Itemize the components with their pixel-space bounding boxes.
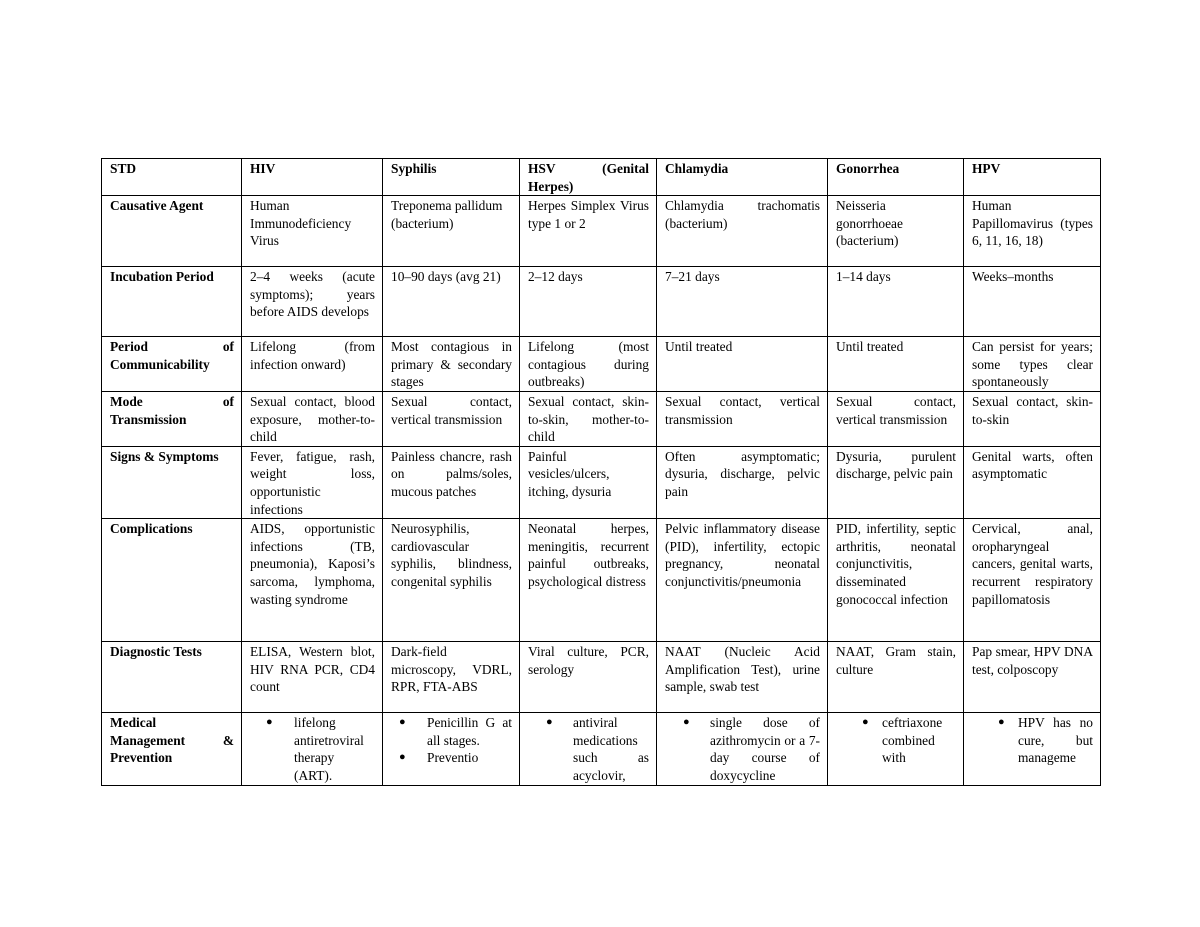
table-row [102, 337, 1101, 392]
table-row [102, 519, 1101, 642]
row-label-diagnostic-tests: Diagnostic Tests [102, 642, 242, 713]
table-cell: Genital warts, often asymptomatic [964, 446, 1101, 518]
table-cell: Neurosyphilis, cardiovascular syphilis, blindness, congenital syphilis [383, 519, 520, 642]
table-cell: Treponema pallidum (bacterium) [383, 196, 520, 267]
list-item [250, 714, 375, 784]
table-cell: 7–21 days [657, 267, 828, 337]
list-item [391, 714, 512, 749]
bullet-icon: ● [683, 716, 690, 729]
table-cell: Human Immunodeficiency Virus [242, 196, 383, 267]
table-cell: Pelvic inflammatory disease (PID), infertility, ectopic pregnancy, neonatal conjunctivitis/pneumonia [657, 519, 828, 642]
row-label-period-of-communicability: Period of Communicability [102, 337, 242, 392]
table-cell: Often asymptomatic; dysuria, discharge, pelvic pain [657, 446, 828, 518]
row-label-mode-of-transmission: Mode of Transmission [102, 391, 242, 446]
bullet-icon: ● [546, 716, 553, 729]
list-item-text: Preventio [427, 750, 479, 766]
table-cell: Sexual contact, blood exposure, mother-to-child [242, 391, 383, 446]
std-comparison-table [101, 158, 1101, 786]
table-cell: Sexual contact, skin-to-skin [964, 391, 1101, 446]
table-cell: Painful vesicles/ulcers, itching, dysuria [520, 446, 657, 518]
table-row [102, 642, 1101, 713]
table-cell: Can persist for years; some types clear spontaneously [964, 337, 1101, 392]
row-label-incubation-period: Incubation Period [102, 267, 242, 337]
table-cell: Weeks–months [964, 267, 1101, 337]
table-cell [520, 713, 657, 785]
table-cell: Fever, fatigue, rash, weight loss, opportunistic infections [242, 446, 383, 518]
bullet-list [250, 714, 375, 784]
row-label-medical-management: Medical Management & Prevention [102, 713, 242, 785]
table-cell: Until treated [657, 337, 828, 392]
table-row [102, 391, 1101, 446]
bullet-list [972, 714, 1093, 767]
header-std: STD [102, 159, 242, 196]
table-cell: Human Papillomavirus (types 6, 11, 16, 18) [964, 196, 1101, 267]
table-cell: Sexual contact, vertical transmission [828, 391, 964, 446]
table-cell: Viral culture, PCR, serology [520, 642, 657, 713]
bullet-icon: ● [862, 716, 869, 729]
table-cell: PID, infertility, septic arthritis, neonatal conjunctivitis, disseminated gonococcal infection [828, 519, 964, 642]
table-row [102, 267, 1101, 337]
table-cell: Until treated [828, 337, 964, 392]
table-cell: Sexual contact, skin-to-skin, mother-to-child [520, 391, 657, 446]
table-cell: Neonatal herpes, meningitis, recurrent painful outbreaks, psychological distress [520, 519, 657, 642]
table-row-management [102, 713, 1101, 785]
list-item-text: Penicillin G at all stages. [427, 715, 512, 748]
table-cell: NAAT (Nucleic Acid Amplification Test), urine sample, swab test [657, 642, 828, 713]
list-item [836, 714, 956, 767]
table-cell [383, 713, 520, 785]
bullet-icon: ● [266, 716, 273, 729]
list-item-text: ceftriaxone combined with [882, 715, 943, 766]
list-item [972, 714, 1093, 767]
table-cell: Most contagious in primary & secondary stages [383, 337, 520, 392]
list-item-text: single dose of azithromycin or a 7-day course of doxycycline [710, 715, 820, 783]
bullet-list [836, 714, 956, 767]
table-cell: NAAT, Gram stain, culture [828, 642, 964, 713]
table-cell [242, 713, 383, 785]
table-cell: Chlamydia trachomatis (bacterium) [657, 196, 828, 267]
header-hiv: HIV [242, 159, 383, 196]
bullet-icon: ● [998, 716, 1005, 729]
bullet-icon: ● [399, 716, 406, 729]
table-cell: Sexual contact, vertical transmission [383, 391, 520, 446]
header-hsv: HSV (Genital Herpes) [520, 159, 657, 196]
header-hpv: HPV [964, 159, 1101, 196]
list-item-text: lifelong antiretroviral therapy (ART). [294, 715, 364, 783]
list-item [528, 714, 649, 784]
table-cell: Cervical, anal, oropharyngeal cancers, genital warts, recurrent respiratory papillomatosis [964, 519, 1101, 642]
list-item [665, 714, 820, 784]
bullet-list [391, 714, 512, 767]
table-cell: Pap smear, HPV DNA test, colposcopy [964, 642, 1101, 713]
row-label-causative-agent: Causative Agent [102, 196, 242, 267]
header-row [102, 159, 1101, 196]
row-label-complications: Complications [102, 519, 242, 642]
bullet-list [528, 714, 649, 784]
bullet-icon: ● [399, 751, 406, 764]
table-cell: 1–14 days [828, 267, 964, 337]
table-row [102, 446, 1101, 518]
table-cell: Painless chancre, rash on palms/soles, mucous patches [383, 446, 520, 518]
header-chlamydia: Chlamydia [657, 159, 828, 196]
table-cell: ELISA, Western blot, HIV RNA PCR, CD4 count [242, 642, 383, 713]
table-cell: Dark-field microscopy, VDRL, RPR, FTA-ABS [383, 642, 520, 713]
list-item-text: HPV has no cure, but manageme [1018, 715, 1093, 766]
table-cell: AIDS, opportunistic infections (TB, pneumonia), Kaposi’s sarcoma, lymphoma, wasting syndrome [242, 519, 383, 642]
table-cell: 2–4 weeks (acute symptoms); years before AIDS develops [242, 267, 383, 337]
table-cell [828, 713, 964, 785]
row-label-signs-symptoms: Signs & Symptoms [102, 446, 242, 518]
table-cell: Sexual contact, vertical transmission [657, 391, 828, 446]
table-cell [657, 713, 828, 785]
table-cell: Lifelong (most contagious during outbreaks) [520, 337, 657, 392]
table-cell: 2–12 days [520, 267, 657, 337]
table-row [102, 196, 1101, 267]
table-cell: Dysuria, purulent discharge, pelvic pain [828, 446, 964, 518]
table-cell [964, 713, 1101, 785]
list-item-text: antiviral medications such as acyclovir, [573, 715, 649, 783]
table-cell: Neisseria gonorrhoeae (bacterium) [828, 196, 964, 267]
header-gonorrhea: Gonorrhea [828, 159, 964, 196]
header-syphilis: Syphilis [383, 159, 520, 196]
list-item [391, 749, 512, 767]
table-cell: Lifelong (from infection onward) [242, 337, 383, 392]
table-cell: 10–90 days (avg 21) [383, 267, 520, 337]
table-cell: Herpes Simplex Virus type 1 or 2 [520, 196, 657, 267]
bullet-list [665, 714, 820, 784]
